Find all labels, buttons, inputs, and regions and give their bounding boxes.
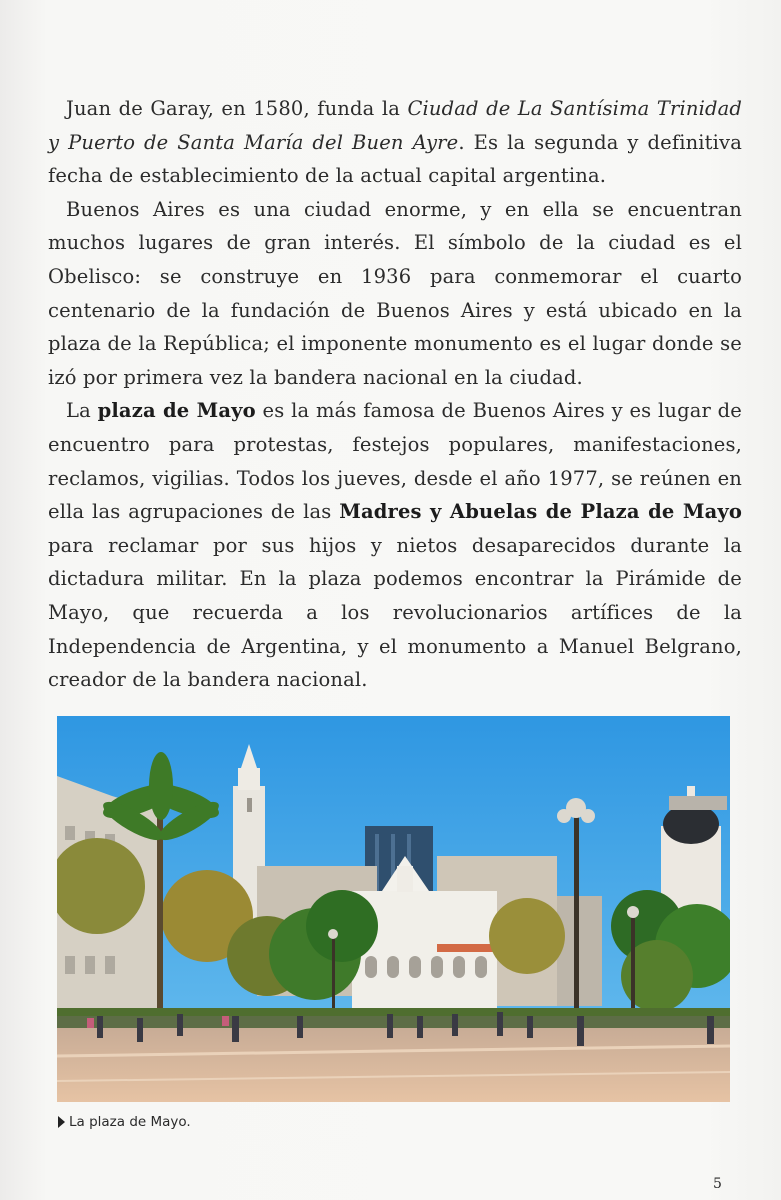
photo-caption [58, 1114, 191, 1130]
p1-city-name: Ciudad de La Santísima Trinidad y Puerto de Santa María del Buen Ayre [48, 97, 742, 154]
caption-arrow-icon [58, 1116, 65, 1128]
plaza-de-mayo-photo [57, 716, 730, 1102]
p3-text-c: es la más famosa de Buenos Aires y es lugar de encuentro para protestas, festejos populares, manifestaciones, reclamos, vigilias. Todos los jueves, desde el año 1977, se reúnen en ella las agrupaciones de las [48, 399, 742, 524]
caption-text: La plaza de Mayo. [69, 1114, 191, 1130]
p3-text-a: La [66, 399, 98, 423]
paragraph-2: Buenos Aires es una ciudad enorme, y en ella se encuentran muchos lugares de gran interés. El símbolo de la ciudad es el Obelisco: se construye en 1936 para conmemorar el cuarto centenario de la fundación de Buenos Aires y está ubicado en la plaza de la República; el imponente monumento es el lugar donde se izó por primera vez la bandera nacional en la ciudad. [48, 197, 742, 389]
paragraph-1 [48, 92, 742, 193]
p1-text-c: . Es la segunda y definitiva fecha de establecimiento de la actual capital argentina. [48, 130, 742, 188]
paragraph-3 [48, 394, 742, 696]
p3-text-e: para reclamar por sus hijos y nietos desaparecidos durante la dictadura militar. En la plaza podemos encontrar la Pirámide de Mayo, que recuerda a los revolucionarios artífices de la Independencia de Argentina, y el monumento a Manuel Belgrano, creador de la bandera nacional. [48, 533, 742, 692]
p3-plaza-de-mayo: plaza de Mayo [97, 399, 256, 423]
page-number: 5 [713, 1176, 722, 1192]
body-text [48, 92, 742, 697]
p3-madres-abuelas: Madres y Abuelas de Plaza de Mayo [339, 500, 743, 524]
p1-text-a: Juan de Garay, en 1580, funda la [66, 97, 408, 120]
